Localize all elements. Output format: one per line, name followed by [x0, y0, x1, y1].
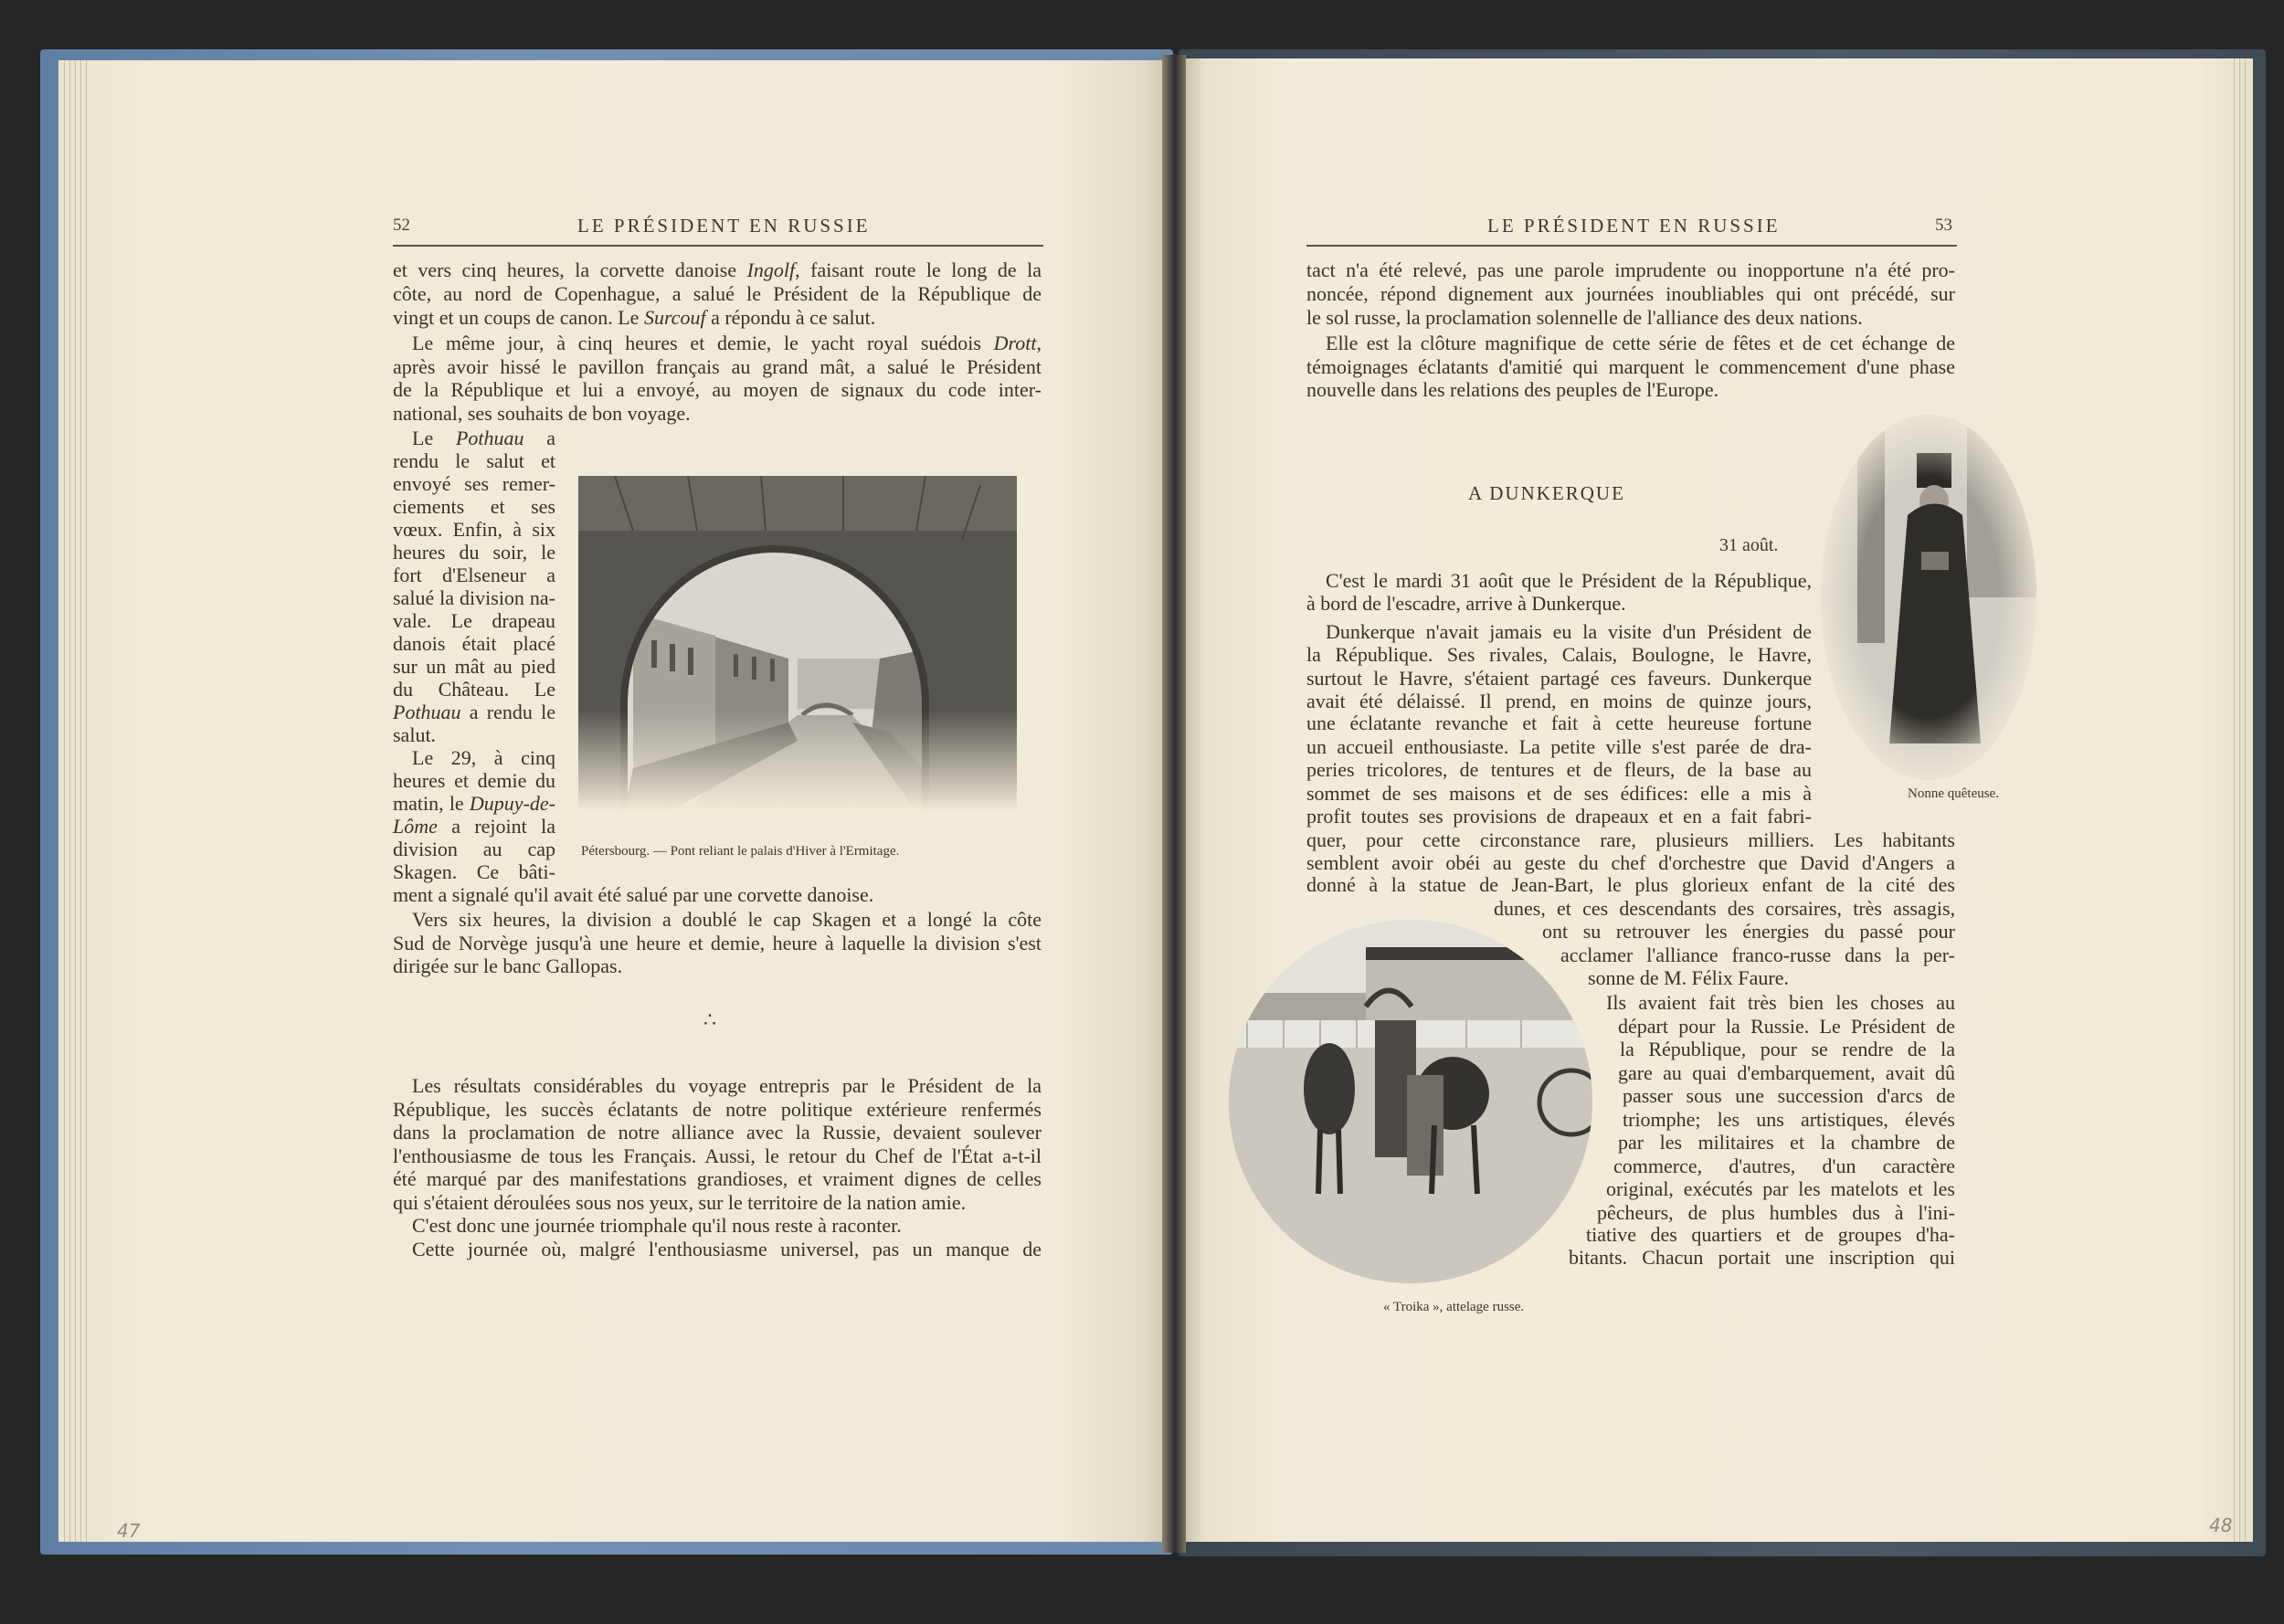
text-line: après avoir hissé le pavillon français au grand mât, a salué le Président	[393, 355, 1042, 378]
text-line: ciements et ses	[393, 495, 555, 518]
text-line: la République, pour se rendre de la	[1620, 1038, 1955, 1060]
text-line: quer, pour cette circonstance rare, plusieurs milliers. Les habitants	[1306, 828, 1955, 851]
text-line: salué la division na-	[393, 586, 555, 609]
text-line: ment a signalé qu'il avait été salué par une corvette danoise.	[393, 883, 874, 906]
dateline: 31 août.	[1719, 535, 1779, 555]
text-line: côte, au nord de Copenhague, a salué le Président de la République de	[393, 282, 1042, 305]
text-line: Cette journée où, malgré l'enthousiasme universel, pas un manque de	[412, 1238, 1042, 1260]
page-number: 53	[1935, 216, 1952, 235]
text-line: profit toutes ses provisions de drapeaux et en a fait fabri-	[1306, 805, 1812, 828]
photo-winter-canal-bridge	[578, 476, 1017, 811]
text-line: national, ses souhaits de bon voyage.	[393, 402, 691, 425]
text-line: vingt et un coups de canon. Le Surcouf a répondu à ce salut.	[393, 306, 876, 329]
text-line: fort d'Elseneur a	[393, 564, 555, 586]
photo-nun	[1821, 415, 2036, 780]
text-line: l'enthousiasme de tous les Français. Aussi, le retour du Chef de l'État a-t-il	[393, 1144, 1042, 1167]
text-line: tact n'a été relevé, pas une parole imprudente ou inopportune n'a été pro-	[1306, 258, 1955, 281]
text-line: Lôme a rejoint la	[393, 815, 555, 838]
text-line: rendu le salut et	[393, 449, 555, 472]
book-gutter	[1162, 55, 1186, 1553]
text-line: à bord de l'escadre, arrive à Dunkerque.	[1306, 592, 1626, 615]
text-line: surtout le Havre, s'étaient partagé ces faveurs. Dunkerque	[1306, 667, 1812, 690]
text-line: et vers cinq heures, la corvette danoise Ingolf, faisant route le long de la	[393, 258, 1042, 281]
text-line: acclamer l'alliance franco-russe dans la per-	[1560, 944, 1955, 966]
text-line: République, les succès éclatants de notre politique extérieure renfermés	[393, 1098, 1042, 1121]
text-line: le sol russe, la proclamation solennelle de l'alliance des deux nations.	[1306, 306, 1863, 329]
header-rule	[393, 245, 1043, 247]
running-head: LE PRÉSIDENT EN RUSSIE	[577, 215, 871, 237]
text-line: salut.	[393, 723, 437, 746]
photo-troika	[1229, 920, 1592, 1283]
text-line: qui s'étaient déroulées sous nos yeux, sur le territoire de la nation amie.	[393, 1191, 967, 1214]
text-line: vale. Le drapeau	[393, 609, 555, 632]
text-line: Ils avaient fait très bien les choses au	[1606, 991, 1955, 1014]
text-line: dunes, et ces descendants des corsaires, très assagis,	[1494, 897, 1955, 920]
text-line: Le 29, à cinq	[412, 746, 555, 769]
text-line: heures du soir, le	[393, 541, 555, 564]
text-line: sur un mât au pied	[393, 655, 555, 678]
text-line: vœux. Enfin, à six	[393, 518, 555, 541]
text-line: été marqué par des manifestations grandioses, et vraiment dignes de celles	[393, 1167, 1042, 1190]
text-line: sonne de M. Félix Faure.	[1588, 966, 1789, 989]
text-line: Dunkerque n'avait jamais eu la visite d'un Président de	[1326, 620, 1812, 643]
text-line: Elle est la clôture magnifique de cette série de fêtes et de cet échange de	[1326, 332, 1955, 354]
text-line: peries tricolores, de tentures et de fleurs, de la base au	[1306, 758, 1812, 781]
text-line: bitants. Chacun portait une inscription qui	[1569, 1246, 1955, 1269]
text-line: semblent avoir obéi au geste du chef d'orchestre que David d'Angers a	[1306, 851, 1955, 874]
figure-caption: Nonne quêteuse.	[1908, 786, 1999, 801]
text-line: commerce, d'autres, d'un caractère	[1613, 1155, 1955, 1177]
text-line: dans la proclamation de notre alliance avec la Russie, devaient soulever	[393, 1121, 1042, 1144]
text-line: Le même jour, à cinq heures et demie, le yacht royal suédois Drott,	[412, 332, 1042, 354]
text-line: Pothuau a rendu le	[393, 701, 555, 723]
pencil-folio-mark: 47	[117, 1520, 141, 1542]
page-number: 52	[393, 216, 410, 235]
text-line: Le Pothuau a	[412, 427, 555, 449]
text-line: du Château. Le	[393, 678, 555, 701]
figure-caption: Pétersbourg. — Pont reliant le palais d'Hiver à l'Ermitage.	[581, 844, 900, 859]
text-line: Sud de Norvège jusqu'à une heure et demie, heure à laquelle la division s'est	[393, 932, 1042, 954]
text-line: C'est donc une journée triomphale qu'il nous reste à raconter.	[412, 1214, 902, 1237]
text-line: avait été délaissé. Il prend, en moins de quinze jours,	[1306, 690, 1812, 712]
text-line: C'est le mardi 31 août que le Président de la République,	[1326, 569, 1812, 592]
text-line: une éclatante revanche et fait à cette heureuse fortune	[1306, 712, 1812, 734]
text-line: envoyé ses remer-	[393, 472, 555, 495]
text-line: gare au quai d'embarquement, avait dû	[1618, 1061, 1955, 1084]
text-line: donné à la statue de Jean-Bart, le plus glorieux enfant de la cité des	[1306, 873, 1955, 896]
text-line: tiative des quartiers et de groupes d'ha-	[1586, 1223, 1955, 1246]
section-separator-ornament: ∴	[703, 1008, 716, 1031]
text-line: heures et demie du	[393, 769, 555, 792]
text-line: Les résultats considérables du voyage entrepris par le Président de la	[412, 1074, 1042, 1097]
section-title: A DUNKERQUE	[1468, 482, 1625, 504]
text-line: original, exécutés par les matelots et les	[1606, 1177, 1955, 1200]
text-line: noncée, répond dignement aux journées inoubliables qui ont précédé, sur	[1306, 282, 1955, 305]
text-line: de la République et lui a envoyé, au moyen de signaux du code inter-	[393, 378, 1042, 401]
text-line: pêcheurs, de plus humbles dus à l'ini-	[1597, 1201, 1955, 1224]
text-line: départ pour la Russie. Le Président de	[1618, 1015, 1955, 1038]
text-line: danois était placé	[393, 632, 555, 655]
text-line: triomphe; les uns artistiques, élevés	[1623, 1108, 1955, 1131]
text-line: témoignages éclatants d'amitié qui marquent le commencement d'une phase	[1306, 355, 1955, 378]
text-line: dirigée sur le banc Gallopas.	[393, 954, 623, 977]
text-line: la République. Ses rivales, Calais, Boulogne, le Havre,	[1306, 643, 1812, 666]
text-line: sommet de ses maisons et de ses édifices: elle a mis à	[1306, 782, 1812, 805]
text-line: nouvelle dans les relations des peuples de l'Europe.	[1306, 378, 1719, 401]
pencil-folio-mark: 48	[2209, 1514, 2233, 1536]
header-rule	[1306, 245, 1957, 247]
text-line: un accueil enthousiaste. La petite ville s'est parée de dra-	[1306, 735, 1812, 758]
text-line: Skagen. Ce bâti-	[393, 860, 555, 883]
text-line: ont su retrouver les énergies du passé pour	[1542, 920, 1955, 943]
running-head: LE PRÉSIDENT EN RUSSIE	[1487, 215, 1781, 237]
text-line: passer sous une succession d'arcs de	[1623, 1084, 1955, 1107]
text-line: matin, le Dupuy-de-	[393, 792, 555, 815]
text-line: Vers six heures, la division a doublé le cap Skagen et a longé la côte	[412, 908, 1042, 931]
figure-caption: « Troika », attelage russe.	[1383, 1300, 1525, 1314]
text-line: par les militaires et la chambre de	[1618, 1131, 1955, 1154]
text-line: division au cap	[393, 838, 555, 860]
